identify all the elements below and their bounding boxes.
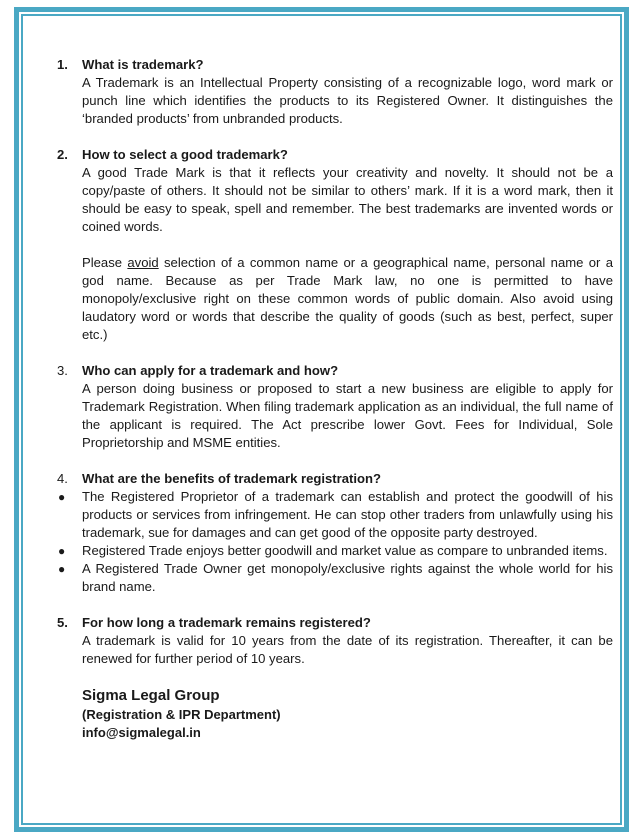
section-question: Who can apply for a trademark and how?	[82, 363, 339, 378]
section-number: 2.	[57, 147, 68, 162]
section-answer: A trademark is valid for 10 years from the date of its registration. Thereafter, it can be renewed for further period of 10 years.	[82, 633, 613, 666]
faq-section-4	[55, 470, 613, 596]
section-number: 3.	[57, 363, 68, 378]
bullet-icon: ●	[58, 490, 66, 504]
section-answer: A good Trade Mark is that it reflects your creativity and novelty. It should not be a copy/paste of others. It should not be similar to others’ mark. If it is a word mark, then it should be easy to speak, spell and remember. The best trademarks are invented words or coined words.	[82, 165, 613, 234]
bullet-icon: ●	[58, 562, 66, 576]
section-number: 1.	[57, 57, 68, 72]
section-answer: A person doing business or proposed to start a new business are eligible to apply for Trademark Registration. When filing trademark application as an individual, the full name of the applicant is required. The Act prescribe lower Govt. Fees for Individual, Sole Proprietorship and MSME entities.	[82, 381, 613, 450]
section-question: What is trademark?	[82, 57, 204, 72]
faq-section-2	[55, 146, 613, 344]
section-question: For how long a trademark remains registered?	[82, 615, 371, 630]
contact-email[interactable]: info@sigmalegal.in	[82, 725, 201, 740]
company-name: Sigma Legal Group	[82, 687, 220, 704]
bullet-icon: ●	[58, 544, 66, 558]
benefits-list	[55, 488, 613, 596]
benefit-text: Registered Trade enjoys better goodwill and market value as compare to unbranded items.	[82, 543, 608, 558]
avoid-suffix: selection of a common name or a geographical name, personal name or a god name. Because as per Trade Mark law, no one is permitted to have monopoly/exclusive right on these common words of public domain. Also avoid using laudatory word or words that describe the quality of goods (such as best, perfect, super etc.)	[82, 255, 613, 342]
benefit-item	[58, 560, 613, 596]
section-question: What are the benefits of trademark registration?	[82, 471, 382, 486]
section-number: 4.	[57, 471, 68, 486]
section-question: How to select a good trademark?	[82, 147, 288, 162]
benefit-text: The Registered Proprietor of a trademark can establish and protect the goodwill of his products or services from infringement. He can stop other traders from unlawfully using his trademark, sue for damages and can get good of the opposite party destroyed.	[82, 489, 613, 540]
avoid-underlined: avoid	[127, 255, 159, 270]
benefit-item	[58, 542, 613, 560]
section-number: 5.	[57, 615, 68, 630]
department-name: (Registration & IPR Department)	[82, 707, 281, 722]
faq-document	[55, 56, 613, 742]
benefit-text: A Registered Trade Owner get monopoly/exclusive rights against the whole world for his brand name.	[82, 561, 613, 594]
signature-block	[82, 686, 613, 742]
section-answer-avoid	[82, 254, 613, 344]
avoid-prefix: Please	[82, 255, 128, 270]
benefit-item	[58, 488, 613, 542]
faq-section-1	[55, 56, 613, 128]
section-answer: A Trademark is an Intellectual Property consisting of a recognizable logo, word mark or punch line which identifies the products to its Registered Owner. It distinguishes the ‘branded products’ from unbranded products.	[82, 75, 613, 126]
faq-section-5	[55, 614, 613, 668]
faq-section-3	[55, 362, 613, 452]
